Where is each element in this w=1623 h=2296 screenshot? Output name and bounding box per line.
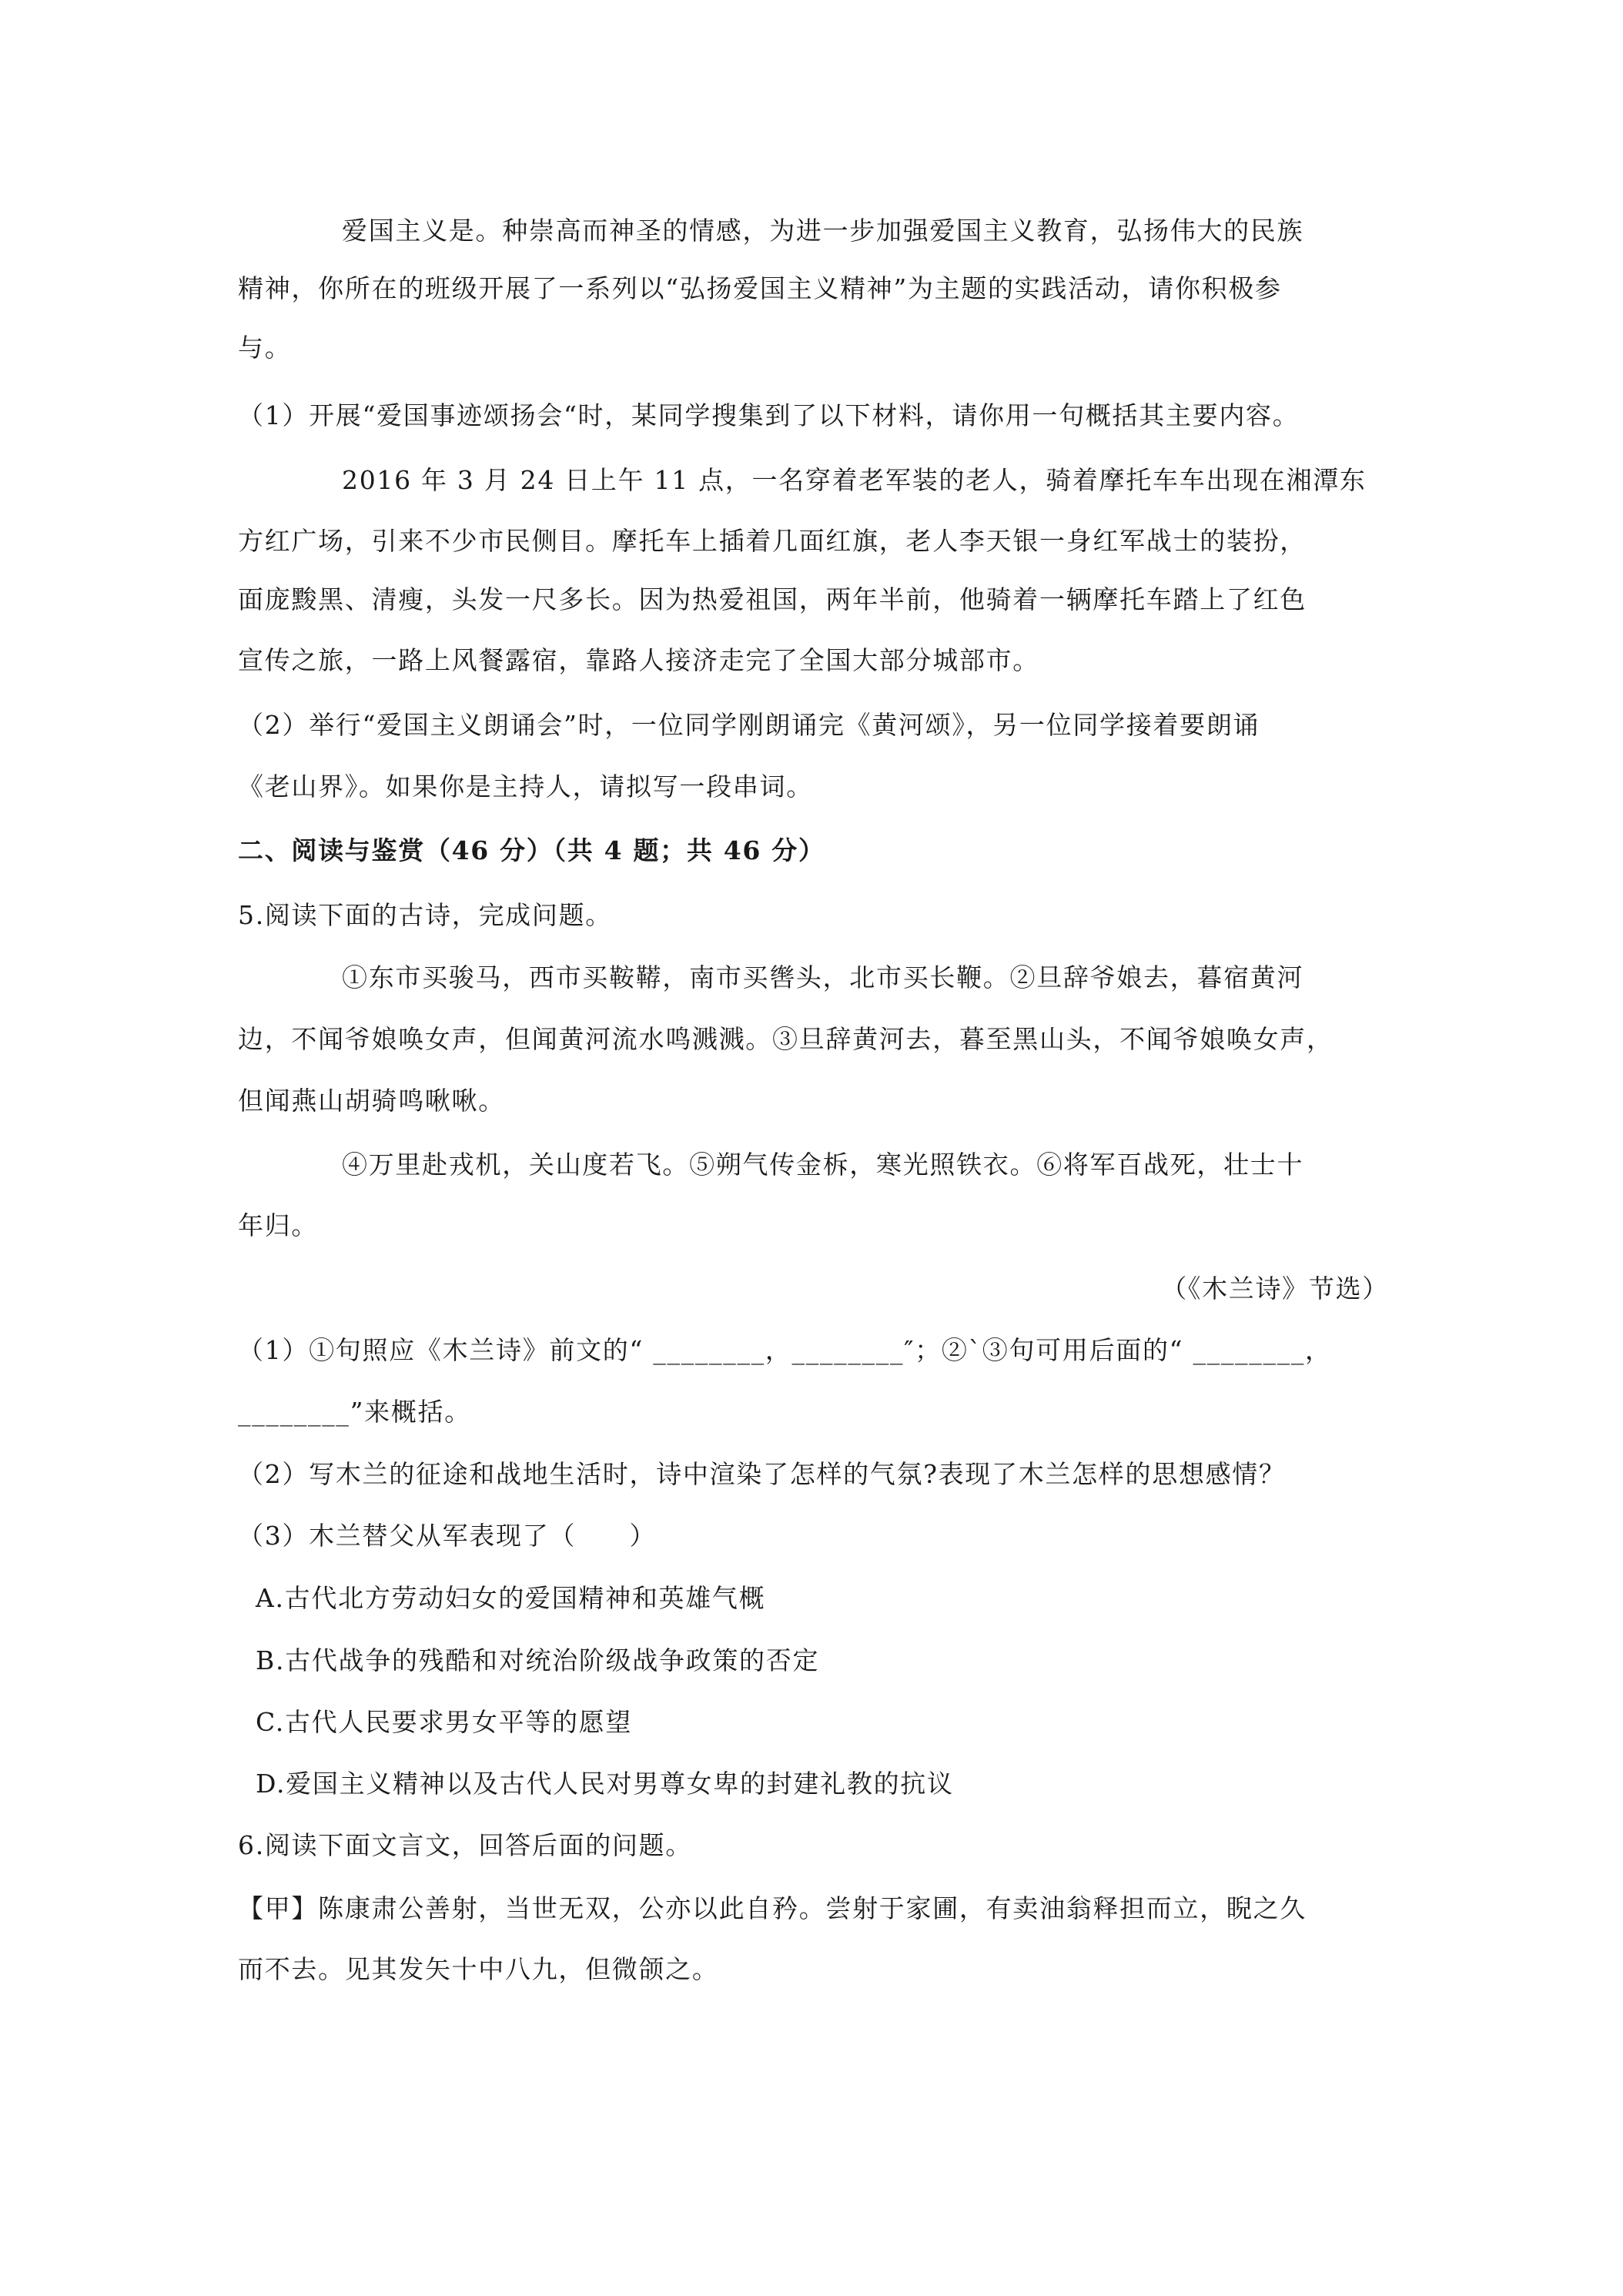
section-heading: 二、阅读与鉴赏（46 分）（共 4 题；共 46 分） <box>238 835 825 865</box>
question-4-2-line-2: 《老山界》。如果你是主持人，请拟写一段串词。 <box>238 771 813 802</box>
option-b: B.古代战争的残酷和对统治阶级战争政策的否定 <box>256 1645 820 1675</box>
poem-line-5: 年归。 <box>238 1210 319 1240</box>
intro-line-3: 与。 <box>238 333 292 363</box>
option-c: C.古代人民要求男女平等的愿望 <box>256 1707 633 1737</box>
material-line-4: 宣传之旅，一路上风餐露宿，靠路人接济走完了全国大部分城部市。 <box>238 645 1039 675</box>
passage-jia-line-2: 而不去。见其发矢十中八九，但微颌之。 <box>238 1954 719 1984</box>
intro-line-1: 爱国主义是。种崇高而神圣的情感，为进一步加强爱国主义教育，弘扬伟大的民族 <box>342 216 1304 246</box>
question-6-prompt: 6.阅读下面文言文，回答后面的问题。 <box>238 1830 693 1860</box>
material-line-2: 方红广场，引来不少市民侧目。摩托车上插着几面红旗，老人李天银一身红军战士的装扮， <box>238 526 1307 556</box>
material-line-1: 2016 年 3 月 24 日上午 11 点，一名穿着老军装的老人，骑着摩托车车出现在湘潭东 <box>342 465 1367 495</box>
question-4-2-line-1: （2）举行“爱国主义朗诵会”时，一位同学刚朗诵完《黄河颂》，另一位同学接着要朗诵 <box>238 710 1260 740</box>
passage-jia-line-1: 【甲】陈康肃公善射，当世无双，公亦以此自矜。尝射于家圃，有卖油翁释担而立，睨之久 <box>238 1893 1307 1923</box>
question-4-1: （1）开展“爱国事迹颂扬会“时，某同学搜集到了以下材料，请你用一句概括其主要内容。 <box>238 400 1300 430</box>
material-line-3: 面庞黢黑、清瘦，头发一尺多长。因为热爱祖国，两年半前，他骑着一辆摩托车踏上了红色 <box>238 584 1307 614</box>
poem-source: （《木兰诗》节选） <box>1161 1274 1389 1304</box>
question-5-1-line-2: ________”来概括。 <box>238 1397 471 1427</box>
question-5-1-line-1: （1）①句照应《木兰诗》前文的“ ________，________″；②`③句可用后面的“ ________， <box>238 1335 1332 1365</box>
option-d: D.爱国主义精神以及古代人民对男尊女卑的封建礼教的抗议 <box>256 1769 954 1799</box>
poem-line-3: 但闻燕山胡骑鸣啾啾。 <box>238 1086 505 1116</box>
question-5-prompt: 5.阅读下面的古诗，完成问题。 <box>238 900 612 930</box>
question-5-2: （2）写木兰的征途和战地生活时，诗中渲染了怎样的气氛?表现了木兰怎样的思想感情？ <box>238 1459 1286 1489</box>
question-5-3: （3）木兰替父从军表现了（ ） <box>238 1521 657 1551</box>
intro-line-2: 精神，你所在的班级开展了一系列以“弘扬爱国主义精神”为主题的实践活动，请你积极参 <box>238 273 1282 303</box>
poem-line-4: ④万里赴戎机，关山度若飞。⑤朔气传金柝，寒光照铁衣。⑥将军百战死，壮士十 <box>342 1150 1304 1180</box>
poem-line-1: ①东市买骏马，西市买鞍鞯，南市买辔头，北市买长鞭。②旦辞爷娘去，暮宿黄河 <box>342 962 1304 992</box>
poem-line-2: 边，不闻爷娘唤女声，但闻黄河流水鸣溅溅。③旦辞黄河去，暮至黑山头，不闻爷娘唤女声， <box>238 1024 1334 1054</box>
option-a: A.古代北方劳动妇女的爱国精神和英雄气概 <box>256 1583 766 1613</box>
